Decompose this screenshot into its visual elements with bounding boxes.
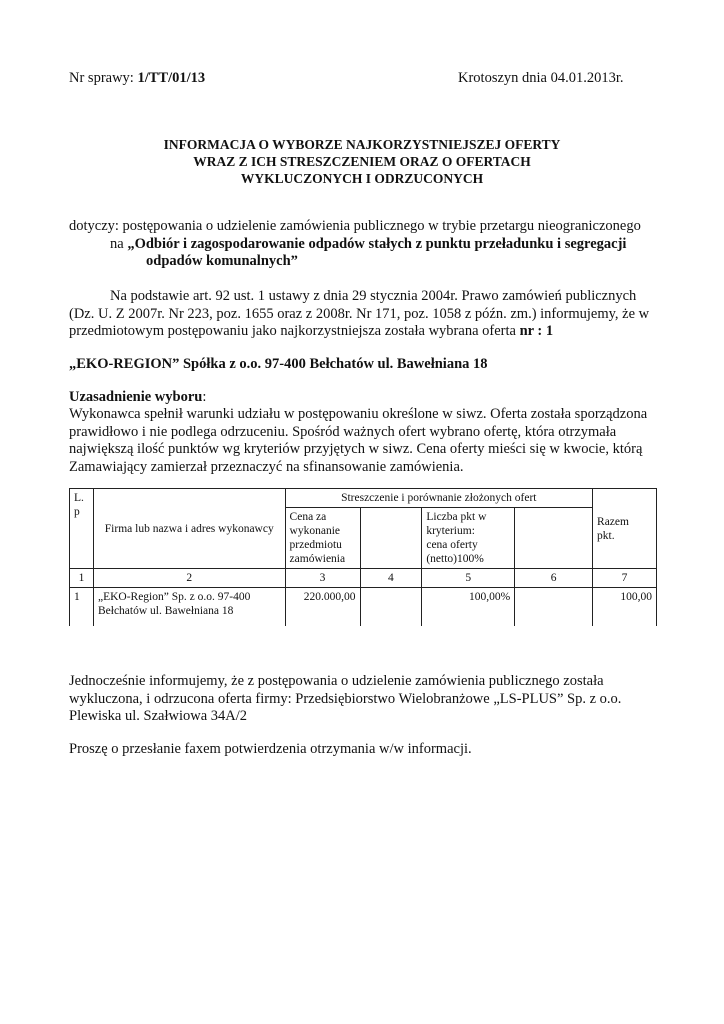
column-number: 6 (515, 569, 593, 588)
closing-text: Proszę o przesłanie faxem potwierdzenia otrzymania w/w informacji. (69, 741, 472, 757)
excluded-text (69, 673, 621, 726)
winner-name: „EKO-REGION” Spółka z o.o. 97-400 Bełchatów ul. Bawełniana 18 (69, 356, 488, 372)
justification-heading (69, 389, 206, 407)
column-number: 4 (360, 569, 422, 588)
basis-line: (Dz. U. Z 2007r. Nr 223, poz. 1655 oraz z 2008r. Nr 171, poz. 1058 z późn. zm.) informujemy, że w (69, 306, 650, 322)
subject-name-line1: „Odbiór i zagospodarowanie odpadów stałych z punktu przeładunku i segregacji (127, 236, 627, 252)
title-line: WYKLUCZONYCH I ODRZUCONYCH (240, 171, 484, 186)
header-total: Razem pkt. (593, 489, 657, 569)
header-price: Cena za wykonanie przedmiotu zamówienia (285, 508, 360, 569)
justification-line: największą ilość punktów wg kryteriów przyjętych w siwz. Cena oferty mieści się w kwocie, którą (69, 441, 643, 457)
case-label: Nr sprawy: (69, 70, 134, 86)
column-number: 1 (70, 569, 94, 588)
column-number: 5 (422, 569, 515, 588)
excluded-line: Jednocześnie informujemy, że z postępowania o udzielenie zamówienia publicznego została (69, 673, 604, 689)
justification-line: Zamawiający zamierzał przeznaczyć na sfinansowanie zamówienia. (69, 458, 464, 475)
header-lp: L. p (70, 489, 94, 569)
offers-table (69, 488, 657, 626)
offer-number: nr : 1 (519, 323, 554, 339)
row-lp: 1 (70, 588, 94, 627)
row-points: 100,00% (422, 588, 515, 627)
subject-name (110, 236, 626, 254)
table-row (70, 588, 657, 627)
column-number: 3 (285, 569, 360, 588)
header-col6 (515, 508, 593, 569)
header-summary: Streszczenie i porównanie złożonych ofert (285, 489, 592, 508)
case-number: 1/TT/01/13 (137, 70, 206, 86)
header-col4 (360, 508, 422, 569)
column-numbers-row (70, 569, 657, 588)
table-header-row (70, 489, 657, 508)
title-line: INFORMACJA O WYBORZE NAJKORZYSTNIEJSZEJ OFERTY (163, 137, 561, 152)
header-points: Liczba pkt w kryterium: cena oferty (netto)100% (422, 508, 515, 569)
subject-name-cont (146, 253, 298, 271)
row-price: 220.000,00 (285, 588, 360, 627)
document-title (69, 136, 655, 187)
row-col6 (515, 588, 593, 627)
row-col4 (360, 588, 422, 627)
basis-line: Na podstawie art. 92 ust. 1 ustawy z dnia 29 stycznia 2004r. Prawo zamówień publicznych (110, 288, 637, 304)
basis-line3: przedmiotowym postępowaniu jako najkorzystniejsza została wybrana oferta (69, 323, 520, 339)
title-line: WRAZ Z ICH STRESZCZENIEM ORAZ O OFERTACH (193, 154, 531, 169)
column-number: 7 (593, 569, 657, 588)
justification-line: Wykonawca spełnił warunki udziału w postępowaniu określone w siwz. Oferta została sporządzona (69, 406, 648, 422)
basis-line (69, 323, 553, 341)
justification-colon: : (202, 389, 207, 405)
justification-title: Uzasadnienie wyboru (69, 389, 203, 405)
subject-line: dotyczy: postępowania o udzielenie zamówienia publicznego w trybie przetargu nieograniczonego (69, 218, 641, 234)
excluded-line: Plewiska ul. Szałwiowa 34A/2 (69, 708, 248, 724)
place-date: Krotoszyn dnia 04.01.2013r. (458, 70, 624, 86)
justification-line: prawidłowo i nie podlega odrzuceniu. Spośród ważnych ofert wybrano ofertę, która otrzymała (69, 423, 617, 440)
subject-name-line2: odpadów komunalnych” (146, 253, 298, 269)
header-firm: Firma lub nazwa i adres wykonawcy (93, 489, 285, 569)
row-total: 100,00 (593, 588, 657, 627)
subject-prefix: na (110, 236, 128, 252)
case-number-line (69, 70, 205, 87)
column-number: 2 (93, 569, 285, 588)
justification-text (69, 406, 647, 476)
excluded-line: wykluczona, i odrzucona oferta firmy: Przedsiębiorstwo Wielobranżowe „LS-PLUS” Sp. z o.o. (69, 690, 622, 707)
row-firm: „EKO-Region” Sp. z o.o. 97-400 Bełchatów ul. Bawełniana 18 (93, 588, 285, 627)
